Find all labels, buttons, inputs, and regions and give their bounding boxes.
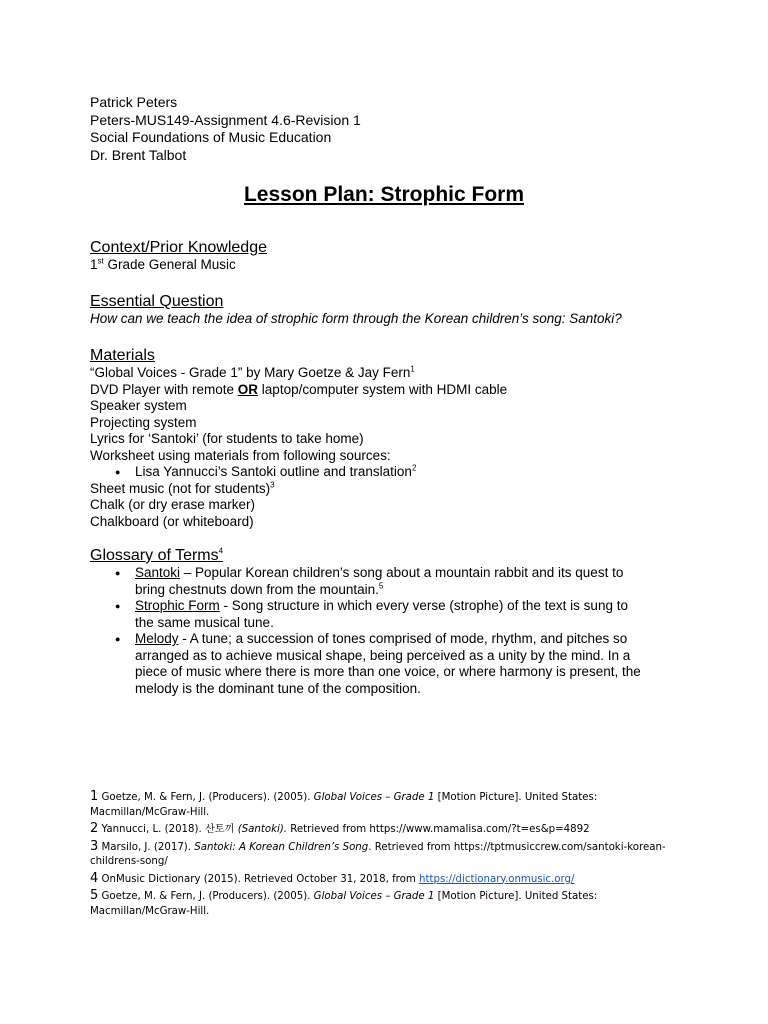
materials-item <box>90 481 690 498</box>
materials-item: Worksheet using materials from following sources: <box>90 447 391 463</box>
materials-heading: Materials <box>90 347 155 364</box>
document-header <box>90 94 361 164</box>
materials-section <box>90 346 690 530</box>
glossary-term: Santoki <box>135 565 181 580</box>
footnote-text: [Motion Picture]. United States: Macmillan/McGraw-Hill. <box>90 891 598 917</box>
footnote-ref: 1 <box>410 364 415 374</box>
footnote <box>90 872 680 888</box>
footnote <box>90 889 680 919</box>
footnote-text: Retrieved from https://www.mamalisa.com/?t=es&p=4892 <box>287 824 590 835</box>
footnote-number: 4 <box>90 870 99 886</box>
materials-item: Chalkboard (or whiteboard) <box>90 513 254 529</box>
grade-superscript: st <box>97 256 104 266</box>
footnote-text: OnMusic Dictionary (2015). Retrieved October 31, 2018, from <box>98 873 420 885</box>
grade-number: 1 <box>90 257 98 272</box>
footnote-text: Goetze, M. & Fern, J. (Producers). (2005). <box>98 891 314 902</box>
essential-heading: Essential Question <box>90 293 224 310</box>
footnote <box>90 822 680 838</box>
material-text: Lisa Yannucci’s Santoki outline and translation <box>135 464 412 479</box>
grade-text: Grade General Music <box>103 257 236 272</box>
footnote-text: [Motion Picture]. United States: Macmillan/McGraw-Hill. <box>90 792 598 818</box>
glossary-term: Strophic Form <box>135 598 220 613</box>
instructor-name: Dr. Brent Talbot <box>90 146 187 163</box>
material-text: Sheet music (not for students) <box>90 480 271 496</box>
footnote-title: (Santoki). <box>237 824 288 835</box>
glossary-item <box>90 631 650 697</box>
author-name: Patrick Peters <box>90 94 178 110</box>
glossary-heading-text: Glossary of Terms <box>90 547 219 564</box>
materials-item <box>90 365 690 382</box>
course-name: Social Foundations of Music Education <box>90 129 332 145</box>
materials-item: Projecting system <box>90 414 197 430</box>
footnote-ref: 4 <box>218 546 224 556</box>
footnote-number: 2 <box>90 821 99 836</box>
footnote <box>90 790 680 820</box>
footnote-number: 3 <box>90 838 99 854</box>
footnote-text: Marsilo, J. (2017). <box>98 841 195 853</box>
glossary-definition: - A tune; a succession of tones comprised of mode, rhythm, and pitches so arranged as to achieve musical shape, being perceived as a unity by the mind. In a piece of music where there is more than one voice, or where harmony is present, the melody is the dominant tune of the composition. <box>135 631 641 696</box>
footnote-number: 5 <box>90 888 99 903</box>
footnote-number: 1 <box>90 789 99 804</box>
glossary-item <box>90 565 650 598</box>
assignment-id: Peters-MUS149-Assignment 4.6-Revision 1 <box>90 111 361 128</box>
context-heading: Context/Prior Knowledge <box>90 239 267 256</box>
materials-sub-item <box>90 464 690 481</box>
footnote-text: Goetze, M. & Fern, J. (Producers). (2005). <box>98 792 314 803</box>
glossary-list <box>90 565 650 697</box>
material-text: “Global Voices - Grade 1” by Mary Goetze & Jay Fern <box>90 365 411 380</box>
footnote-ref: 5 <box>378 581 384 590</box>
essential-question: How can we teach the idea of strophic form through the Korean children’s song: Santoki? <box>90 311 622 326</box>
glossary-definition: – Popular Korean children’s song about a mountain rabbit and its quest to bring chestnuts down from the mountain. <box>135 565 624 597</box>
footnote-title: Global Voices – Grade 1 <box>313 792 435 803</box>
emphasis-or: OR <box>237 381 259 397</box>
essential-section <box>90 292 690 328</box>
footnote-text: Yannucci, L. (2018). 산토끼 <box>98 824 238 835</box>
glossary-term: Melody <box>135 631 179 646</box>
glossary-section <box>90 546 650 697</box>
glossary-heading <box>90 546 650 565</box>
materials-item <box>90 382 690 399</box>
context-section <box>90 238 267 274</box>
footnote-ref: 3 <box>270 480 275 489</box>
glossary-item <box>90 598 650 631</box>
materials-item: Chalk (or dry erase marker) <box>90 497 256 512</box>
dictionary-link[interactable]: https://dictionary.onmusic.org/ <box>419 873 575 885</box>
glossary-definition: - Song structure in which every verse (strophe) of the text is sung to the same musical tune. <box>135 598 628 630</box>
footnote <box>90 840 680 870</box>
materials-item: Speaker system <box>90 398 187 413</box>
materials-item: Lyrics for ‘Santoki’ (for students to take home) <box>90 431 364 446</box>
footnote-ref: 2 <box>411 463 417 473</box>
footnote-title: Global Voices – Grade 1 <box>313 891 435 902</box>
page-title: Lesson Plan: Strophic Form <box>243 183 525 206</box>
context-text <box>90 257 267 274</box>
material-text: DVD Player with remote <box>90 381 238 397</box>
material-text: laptop/computer system with HDMI cable <box>258 381 508 397</box>
footnote-text: . Retrieved from https://tptmusiccrew.com/santoki-korean-childrens-song/ <box>90 841 666 867</box>
footnote-title: Santoki: A Korean Children’s Song <box>194 841 369 853</box>
footnotes <box>90 790 680 921</box>
